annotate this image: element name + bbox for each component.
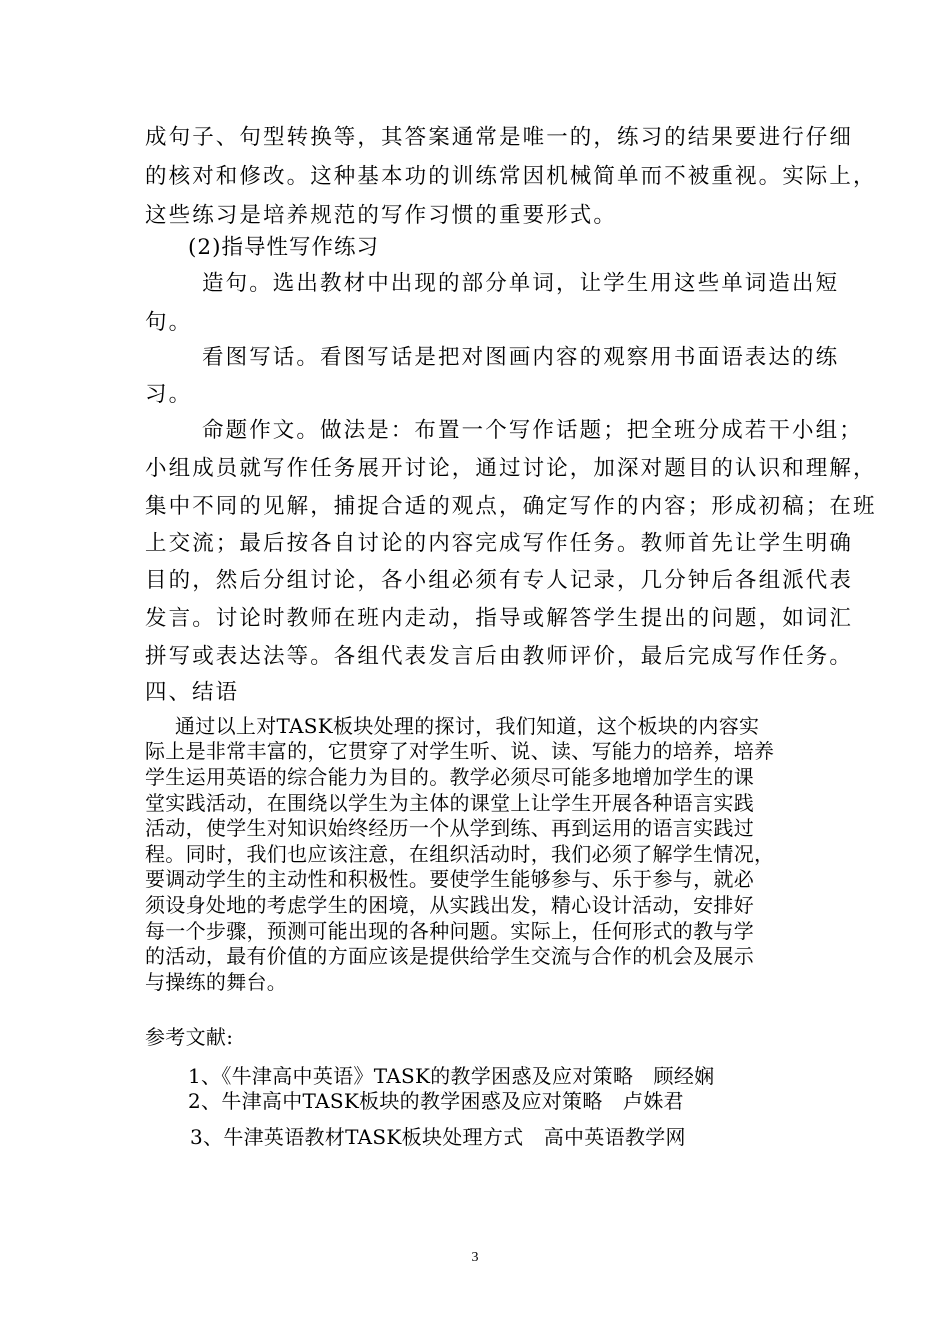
paragraph-line: 程。同时，我们也应该注意，在组织活动时，我们必须了解学生情况， [145, 842, 775, 866]
paragraph-line: 集中不同的见解，捕捉合适的观点，确定写作的内容；形成初稿；在班 [145, 494, 877, 519]
reference-item: 1、《牛津高中英语》TASK的教学困惑及应对策略 顾经娴 [188, 1064, 715, 1088]
paragraph-line: 的活动，最有价值的方面应该是提供给学生交流与合作的机会及展示 [145, 944, 754, 968]
paragraph-line: 上交流；最后按各自讨论的内容完成写作任务。教师首先让学生明确 [145, 531, 854, 556]
item-sentence-making: 造句。选出教材中出现的部分单词，让学生用这些单词造出短 [202, 271, 840, 296]
paragraph-line: 拼写或表达法等。各组代表发言后由教师评价，最后完成写作任务。 [145, 644, 854, 669]
paragraph-line: 要调动学生的主动性和积极性。要使学生能够参与、乐于参与，就必 [145, 867, 754, 891]
paragraph-line: 堂实践活动，在围绕以学生为主体的课堂上让学生开展各种语言实践 [145, 791, 754, 815]
paragraph-line: 小组成员就写作任务展开讨论，通过讨论，加深对题目的认识和理解， [145, 456, 877, 481]
paragraph-line: 发言。讨论时教师在班内走动，指导或解答学生提出的问题，如词汇 [145, 606, 854, 631]
paragraph-line: 的核对和修改。这种基本功的训练常因机械简单而不被重视。实际上， [145, 164, 877, 189]
subheading-guided-writing: (2)指导性写作练习 [188, 235, 379, 260]
paragraph-line: 成句子、句型转换等，其答案通常是唯一的，练习的结果要进行仔细 [145, 125, 854, 150]
paragraph-line: 际上是非常丰富的，它贯穿了对学生听、说、读、写能力的培养，培养 [145, 739, 775, 763]
item-sentence-making-cont: 句。 [145, 310, 193, 335]
item-picture-writing: 看图写话。看图写话是把对图画内容的观察用书面语表达的练 [202, 345, 840, 370]
paragraph-line: 学生运用英语的综合能力为目的。教学必须尽可能多地增加学生的课 [145, 765, 754, 789]
paragraph-line: 这些练习是培养规范的写作习惯的重要形式。 [145, 203, 618, 228]
paragraph-line: 活动，使学生对知识始终经历一个从学到练、再到运用的语言实践过 [145, 816, 754, 840]
paragraph-line: 与操练的舞台。 [145, 970, 288, 994]
paragraph-line: 目的，然后分组讨论，各小组必须有专人记录，几分钟后各组派代表 [145, 568, 854, 593]
paragraph-line: 每一个步骤，预测可能出现的各种问题。实际上，任何形式的教与学 [145, 919, 754, 943]
page-number: 3 [471, 1250, 479, 1265]
item-topic-composition: 命题作文。做法是：布置一个写作话题；把全班分成若干小组； [202, 418, 863, 443]
paragraph-line: 须设身处地的考虑学生的困境，从实践出发，精心设计活动，安排好 [145, 893, 754, 917]
references-heading: 参考文献: [145, 1025, 234, 1049]
item-picture-writing-cont: 习。 [145, 382, 193, 407]
reference-item: 2、牛津高中TASK板块的教学困惑及应对策略 卢姝君 [188, 1089, 684, 1113]
reference-item: 3、牛津英语教材TASK板块处理方式 高中英语教学网 [190, 1125, 686, 1149]
section-heading-conclusion: 四、结语 [145, 680, 240, 705]
paragraph-line: 通过以上对TASK板块处理的探讨，我们知道，这个板块的内容实 [175, 714, 760, 738]
